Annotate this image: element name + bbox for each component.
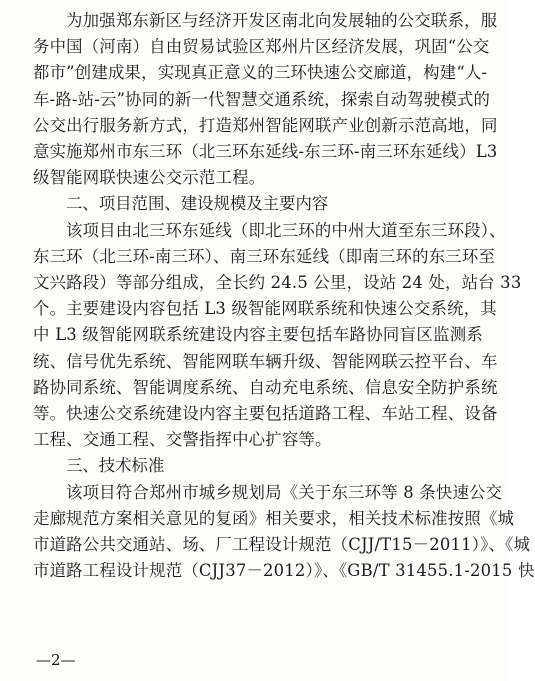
section-heading: 二、项目范围、建设规模及主要内容 [66, 194, 329, 214]
text-line: 意实施郑州市东三环（北三环东延线-东三环-南三环东延线）L3 [33, 142, 498, 162]
section3-paragraph [33, 480, 535, 585]
text-line: 统、信号优先系统、智能网联车辆升级、智能网联云控平台、车 [33, 351, 498, 371]
text-line: 该项目符合郑州市城乡规划局《关于东三环等 8 条快速公交 [66, 482, 503, 502]
text-line: 车-路-站-云”协同的新一代智慧交通系统，探索自动驾驶模式的 [33, 89, 491, 109]
text-line: 走廊规范方案相关意见的复函》相关要求，相关技术标准按照《城 [33, 508, 515, 528]
text-line: 该项目由北三环东延线（即北三环的中州大道至东三环段）、 [66, 220, 506, 240]
text-line: 务中国（河南）自由贸易试验区郑州片区经济发展，巩固“公交 [33, 37, 490, 57]
text-line: 文兴路段）等部分组成，全长约 24.5 公里，设站 24 处，站台 33 [33, 273, 522, 293]
text-line: 级智能网联快速公交示范工程。 [33, 168, 266, 188]
document-body [33, 8, 535, 584]
text-line: 中 L3 级智能网联系统建设内容主要包括车路协同盲区监测系 [33, 325, 483, 345]
text-line: 东三环（北三环-南三环）、南三环东延线（即南三环的东三环至 [33, 246, 496, 266]
text-line: 工程、交通工程、交警指挥中心扩容等。 [33, 430, 332, 450]
text-line: 为加强郑东新区与经济开发区南北向发展轴的公交联系，服 [66, 11, 498, 30]
text-line: 等。快速公交系统建设内容主要包括道路工程、车站工程、设备 [33, 404, 498, 424]
text-line: 都市”创建成果，实现真正意义的三环快速公交廊道，构建“人- [33, 63, 488, 83]
text-line: 市道路工程设计规范（CJJ37－2012）》、《GB/T 31455.1-2015 快 [33, 561, 535, 581]
section-heading: 三、技术标准 [66, 456, 165, 476]
text-line: 公交出行服务新方式，打造郑州智能网联产业创新示范高地，同 [33, 115, 498, 135]
text-line: 市道路公共交通站、场、厂工程设计规范（CJJ/T15－2011）》、《城 [33, 535, 531, 555]
text-line: 路协同系统、智能调度系统、自动充电系统、信息安全防护系统 [33, 377, 498, 397]
page-number: —2— [36, 651, 76, 669]
text-line: 个。主要建设内容包括 L3 级智能网联系统和快速公交系统，其 [33, 299, 497, 319]
intro-paragraph [33, 8, 498, 191]
section2-paragraph [33, 218, 522, 454]
